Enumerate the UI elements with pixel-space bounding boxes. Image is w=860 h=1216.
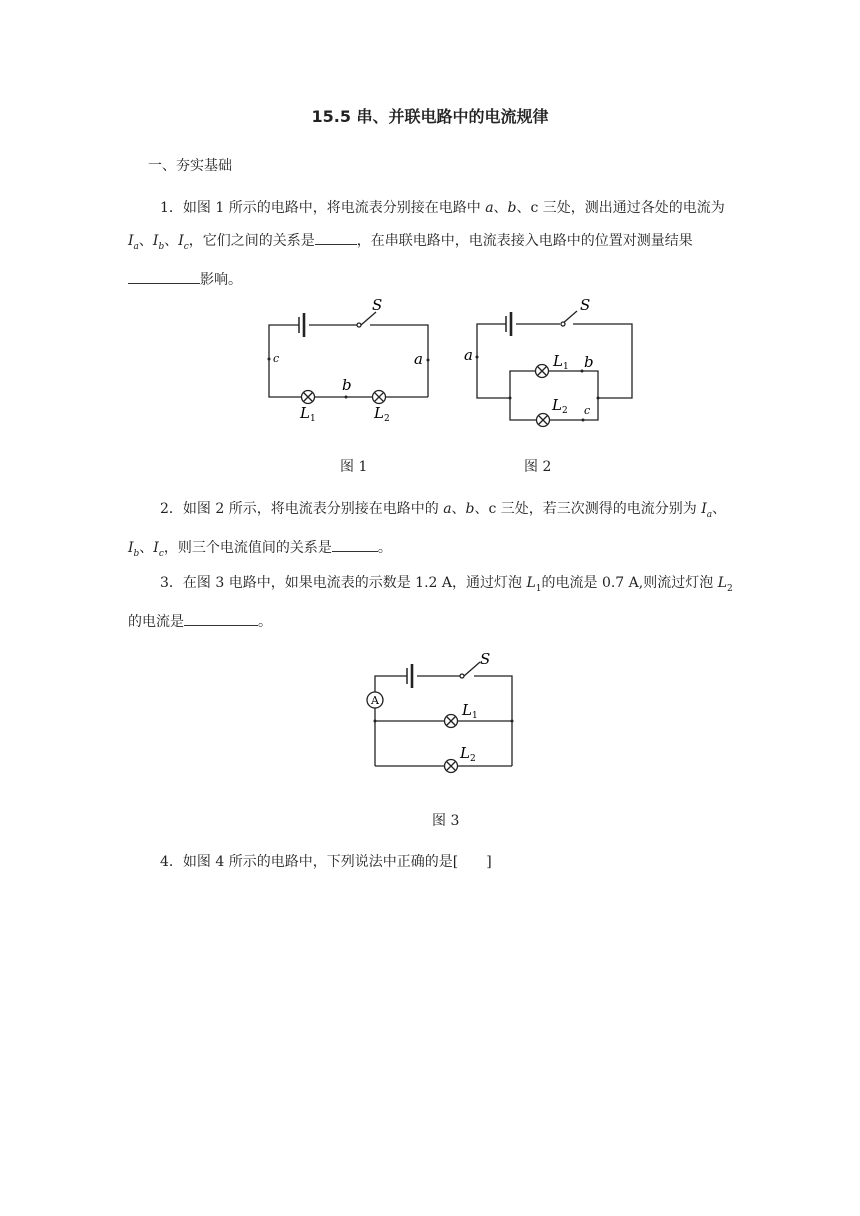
switch-label: S [372, 296, 383, 314]
answer-blank[interactable] [315, 230, 357, 245]
question-2: 2．如图 2 所示，将电流表分别接在电路中的 a、b、c 三处，若三次测得的电流分别为 $I_a$、$I_b$、$I_c$，则三个电流值间的关系是 。 [128, 501, 727, 559]
question-3: 3．在图 3 电路中，如果电流表的示数是 1.2 A，通过灯泡 $L_1$的电流是 0.7 A,则流过灯泡 $L_2$的电流是 。 [128, 575, 733, 630]
switch-label: S [480, 650, 491, 668]
switch-label: S [580, 296, 591, 314]
lamp-1-label: $L_1$ [300, 404, 316, 424]
point-c-label: c [584, 404, 591, 417]
section-heading: 一、夯实基础 [148, 158, 232, 174]
question-4: 4．如图 4 所示的电路中，下列说法中正确的是[ ] [160, 854, 492, 870]
point-a-label: a [414, 350, 423, 368]
figure-2-circuit [462, 296, 642, 421]
lamp-2-label: $L_2$ [460, 744, 476, 764]
answer-blank[interactable] [184, 611, 258, 626]
lamp-2-label: $L_2$ [374, 404, 390, 424]
question-1: 1．如图 1 所示的电路中，将电流表分别接在电路中 a、b、c 三处，测出通过各处的电流为 $I_a$、$I_b$、$I_c$，它们之间的关系是 ，在串联电路中，电流表接入电路中的位置对测量结果影响。 [128, 200, 725, 288]
figure-1-caption: 图 1 [340, 459, 368, 475]
answer-blank[interactable] [332, 537, 378, 552]
point-a-label: a [464, 346, 473, 364]
lamp-2-label: $L_2$ [552, 396, 568, 416]
answer-blank[interactable] [128, 269, 200, 284]
figure-2-caption: 图 2 [524, 459, 552, 475]
ammeter-label: A [371, 694, 379, 707]
figure-3-caption: 图 3 [432, 813, 460, 829]
point-b-label: b [584, 353, 594, 371]
lamp-1-label: $L_1$ [462, 701, 478, 721]
point-c-label: c [273, 352, 280, 365]
point-b-label: b [342, 376, 352, 394]
figure-1-circuit [262, 296, 442, 424]
figure-3-circuit [364, 650, 524, 780]
page-title: 15.5 串、并联电路中的电流规律 [311, 107, 549, 126]
lamp-1-label: $L_1$ [553, 352, 569, 372]
